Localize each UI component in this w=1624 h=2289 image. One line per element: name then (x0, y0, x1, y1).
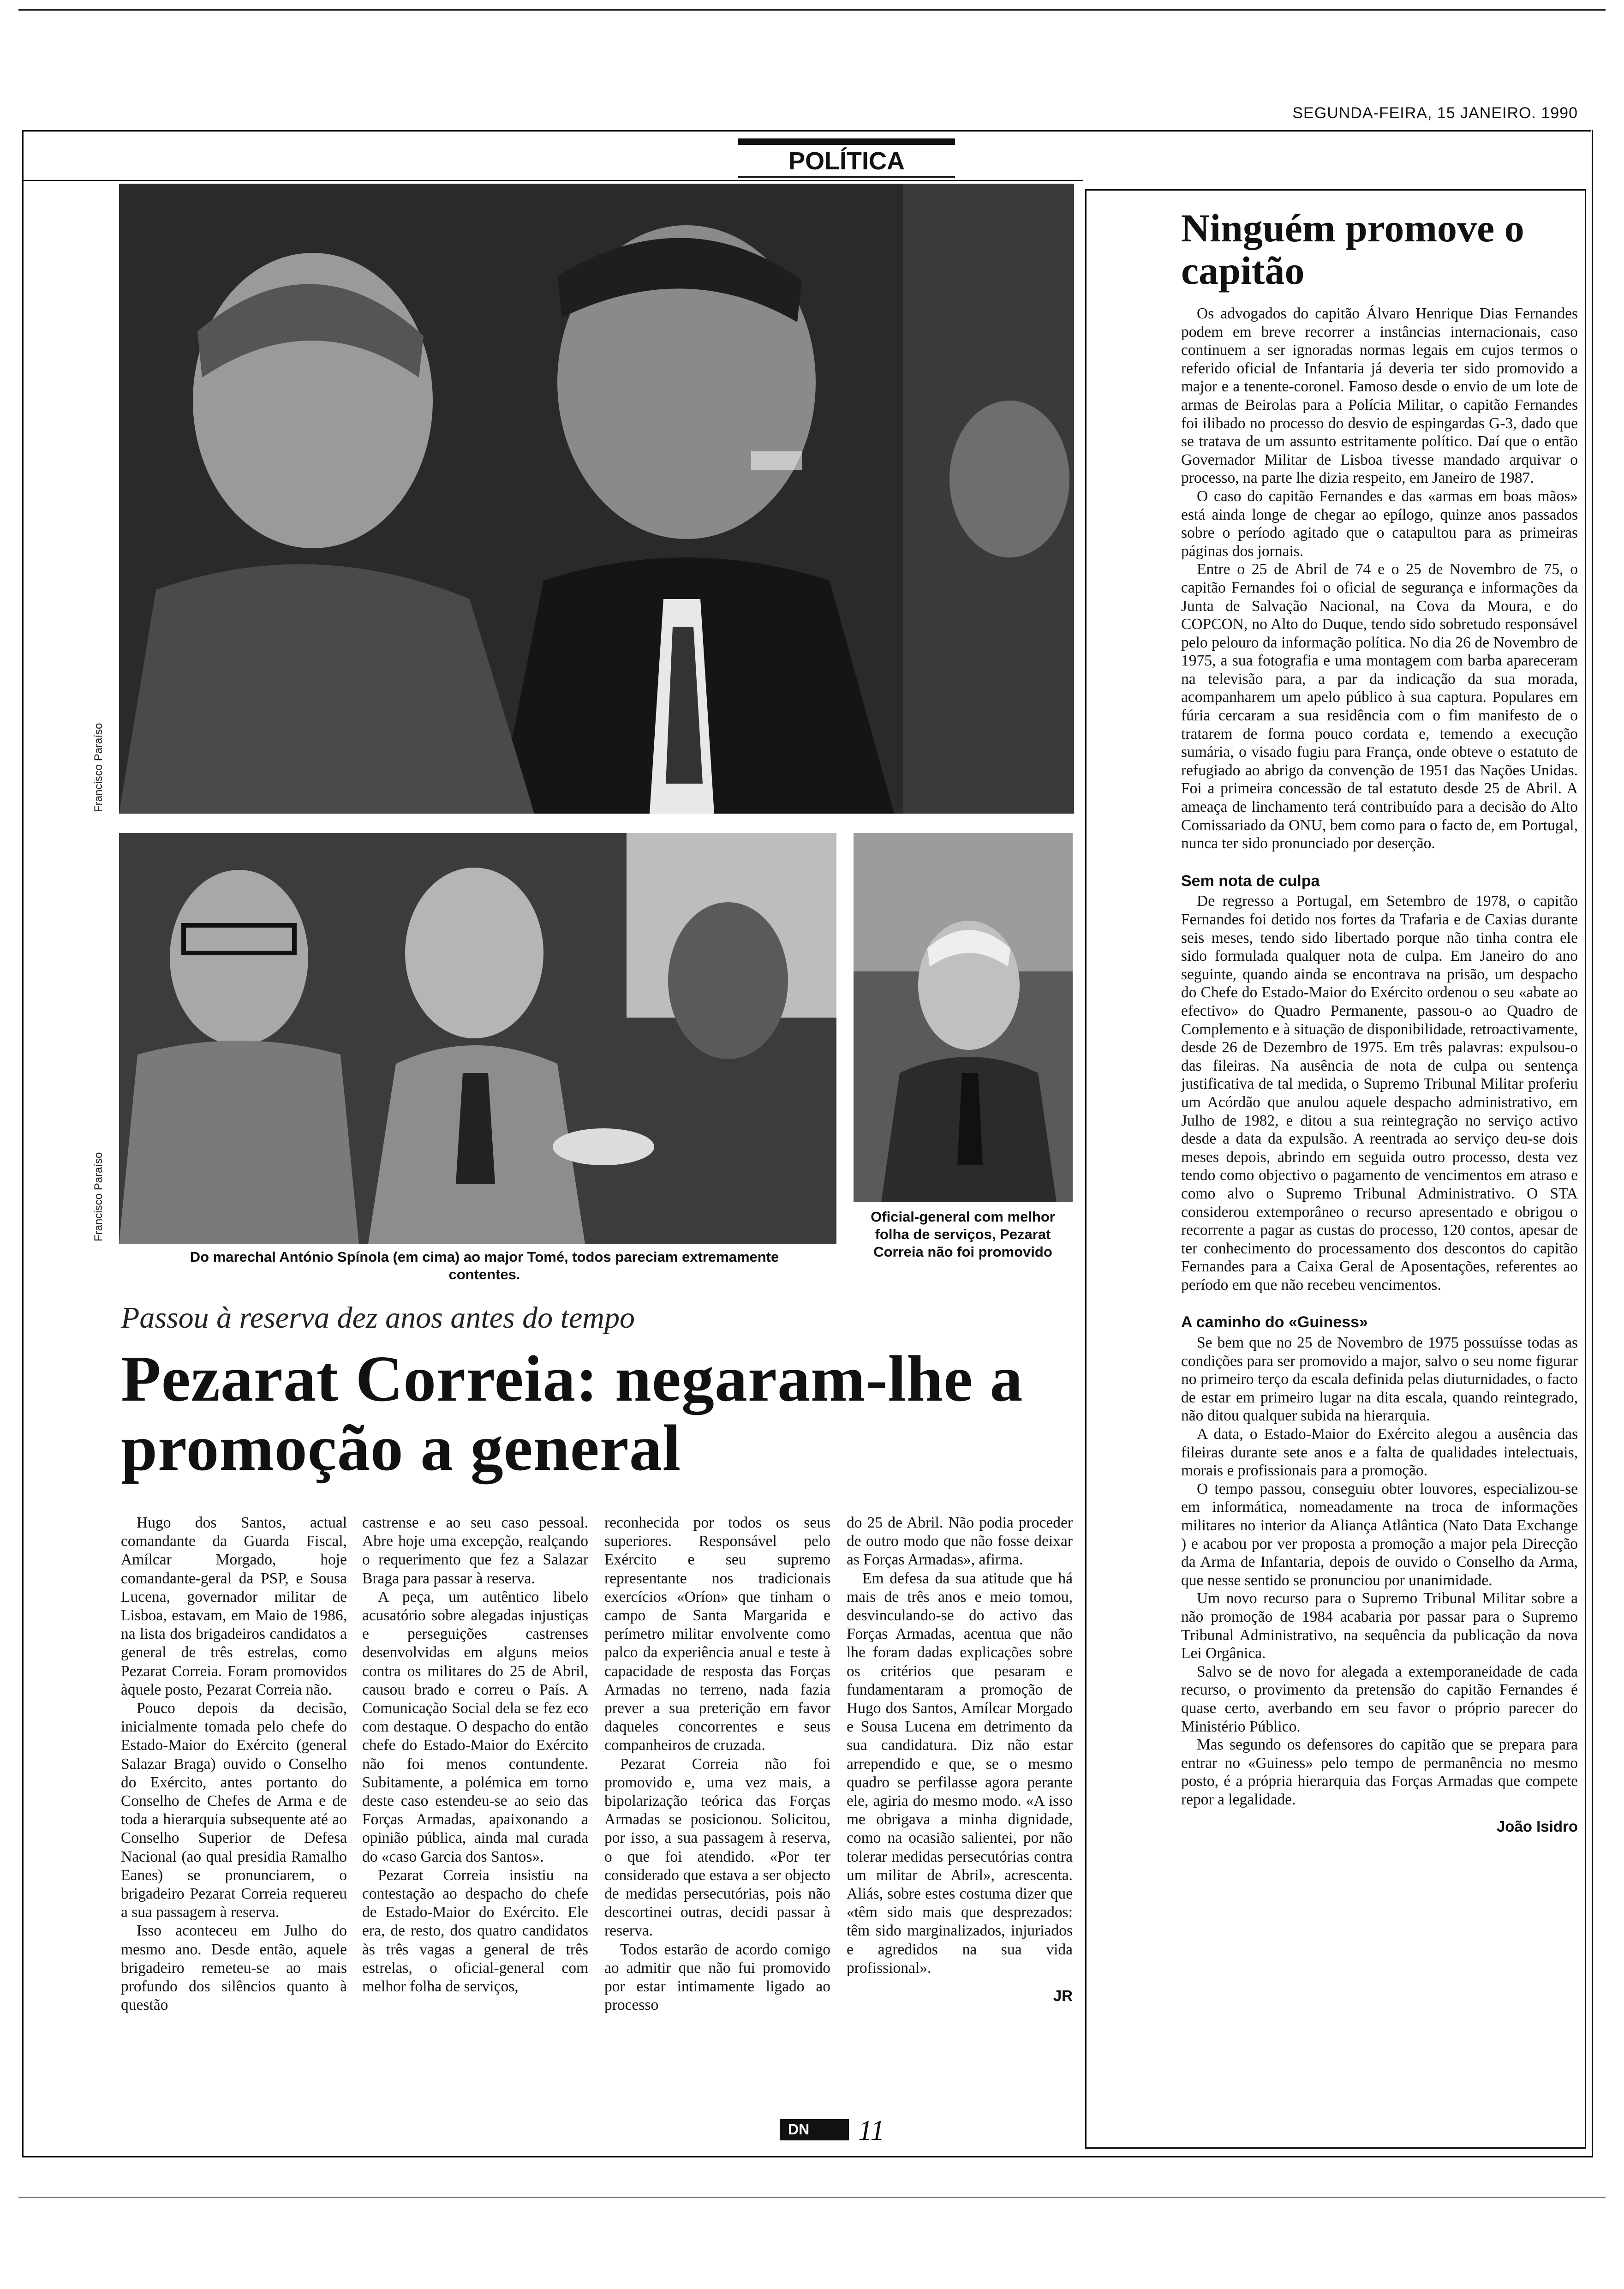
sidebar-paragraph: Um novo recurso para o Supremo Tribunal Militar sobre a não promoção de 1984 acabaria por passar para o Supremo Tribunal Administrativo, na sequência da publicação da nova Lei Orgânica. (1181, 1590, 1578, 1662)
article-paragraph: do 25 de Abril. Não podia proceder de outro modo que não fosse deixar as Forças Armadas», afirma. (847, 1514, 1073, 1569)
bottom-frame-line (22, 2156, 1593, 2157)
caption-left: Do marechal António Spínola (em cima) ao major Tomé, todos pareciam extremamente contentes. (190, 1249, 779, 1282)
article-paragraph: Isso aconteceu em Julho do mesmo ano. Desde então, aquele brigadeiro remeteu-se ao mais profundo dos silêncios quanto à questão (121, 1922, 347, 2014)
dateline: SEGUNDA-FEIRA, 15 JANEIRO. 1990 (1292, 104, 1578, 122)
sidebar-body (1181, 305, 1578, 1835)
sidebar-paragraph: Mas segundo os defensores do capitão que se prepara para entrar no «Guiness» pelo tempo de permanência no mesmo posto, é a própria hierarquia das Forças Armadas que compete repor a legalidade. (1181, 1736, 1578, 1808)
article-kicker: Passou à reserva dez anos antes do tempo (121, 1301, 635, 1335)
sidebar-paragraph: Salvo se de novo for alegada a extemporaneidade de cada recurso, o provimento da pretensão do capitão Fernandes é quase certo, averbando em seu favor o próprio parecer do Ministério Público. (1181, 1663, 1578, 1735)
sidebar-paragraph: O tempo passou, conseguiu obter louvores, especializou-se em informática, nomeadamente na troca de informações militares no interior da Aliança Atlântica (Nato Data Exchange ) e acabou por ver proposta a promoção a major pela Direcção da Arma de Infantaria, depois de ouvido o Conselho da Arma, que nesse sentido se pronunciou por unanimidade. (1181, 1480, 1578, 1589)
section-label: POLÍTICA (738, 138, 955, 178)
sidebar-paragraph: O caso do capitão Fernandes e das «armas em boas mãos» está ainda longe de chegar ao epílogo, quinze anos passados sobre o período agitado que o catapultou para as primeiras páginas dos jornais. (1181, 487, 1578, 560)
bottom-scan-rule (18, 2197, 1606, 2198)
article-paragraph: Pouco depois da decisão, inicialmente tomada pelo chefe do Estado-Maior do Exército (general Salazar Braga) ouvido o Conselho do Exército, antes portanto do Conselho de Chefes de Arma e de toda a hierarquia subsequente até ao Conselho Superior de Defesa Nacional (ao qual presidia Ramalho Eanes) se pronunciarem, o brigadeiro Pezarat Correia requereu a sua passagem à reserva. (121, 1700, 347, 1921)
top-border (18, 9, 1606, 11)
article-paragraph: Pezarat Correia não foi promovido e, uma vez mais, a bipolarização teórica das Forças Armadas se posicionou. Solicitou, por isso, a sua passagem à reserva, o que foi atendido. «Por ter considerado que estava a ser objecto de medidas persecutórias, pois não descortinei outras, decidi passar à reserva. (604, 1755, 830, 1940)
photo-credit-bottom: Francisco Paraíso (92, 1152, 105, 1241)
article-column-3 (604, 1514, 830, 2014)
sidebar-subhead: A caminho do «Guiness» (1181, 1313, 1368, 1331)
photo-spinola (119, 184, 1074, 814)
sidebar-paragraph: Entre o 25 de Abril de 74 e o 25 de Novembro de 75, o capitão Fernandes foi o oficial de segurança e informações da Junta de Salvação Nacional, na Cova da Moura, e do COPCON, no Alto do Duque, tendo sido sobretudo responsável pelo pelouro da informação política. No dia 26 de Novembro de 1975, a sua fotografia e uma montagem com barba apareceram na televisão para, a par da indicação da sua morada, acompanharem um apelo público à sua captura. Populares em fúria cercaram a sua residência com o fim manifesto de o tratarem de forma pouco cordata e, temendo a execução sumária, o visado fugiu para França, onde obteve o estatuto de refugiado ao abrigo da convenção de 1951 das Nações Unidas. Foi a primeira concessão de tal estatuto desde 25 de Abril. A ameaça de linchamento terá contribuído para a decisão do Alto Comissariado da ONU, bem como para o facto de, em Portugal, nunca ter sido pronunciado por deserção. (1181, 561, 1578, 852)
sidebar-signature: João Isidro (1496, 1817, 1578, 1835)
article-signature: JR (1053, 1987, 1073, 2005)
caption-right: Oficial-general com melhor folha de serviços, Pezarat Correia não foi promovido (871, 1209, 1055, 1260)
article-paragraph: Em defesa da sua atitude que há mais de três anos e meio tomou, desvinculando-se do activo das Forças Armadas, acentua que não lhe foram dadas explicações sobre os critérios que pesaram e fundamentaram a promoção de Hugo dos Santos, Amílcar Morgado e Sousa Lucena em detrimento da sua candidatura. Diz não estar arrependido e que, se o mesmo quadro se perfilasse agora perante ele, agiria do mesmo modo. «A isso me obrigava a minha dignidade, como na ocasião salientei, por não tolerar medidas persecutórias contra um militar de Abril», acrescenta. Aliás, sobre estes costuma dizer que «têm sido mais que desprezados: têm sido marginalizados, injuriados e agredidos na sua vida profissional». (847, 1570, 1073, 1977)
article-column-4 (847, 1514, 1073, 2005)
article-paragraph: castrense e ao seu caso pessoal. Abre hoje uma excepção, realçando o requerimento que fez a Salazar Braga para passar à reserva. (362, 1514, 588, 1587)
sidebar-title: Ninguém promove o capitão (1181, 206, 1524, 293)
article-paragraph: reconhecida por todos os seus superiores. Responsável pelo Exército e seu supremo representante nos tradicionais exercícios «Oríon» que tinham o campo de Santa Margarida e perímetro militar envolvente como palco da experiência anual e teste à capacidade de resposta das Forças Armadas no terreno, nada fazia prever a sua preterição em favor daqueles concorrentes e seus companheiros de cruzada. (604, 1514, 830, 1754)
article-column-2 (362, 1514, 588, 1996)
newspaper-logo (780, 2119, 849, 2140)
sidebar-paragraph: Se bem que no 25 de Novembro de 1975 possuísse todas as condições para ser promovido a major, salvo o seu nome figurar no primeiro terço da escala definida pelas diuturnidades, o facto de estar em primeiro lugar na dita escala, quando reintegrado, não ditou qualquer subida na hierarquia. (1181, 1334, 1578, 1425)
sidebar-paragraph: A data, o Estado-Maior do Exército alegou a ausência das fileiras durante sete anos e a falta de qualidades intelectuais, morais e profissionais para a promoção. (1181, 1426, 1578, 1480)
newspaper-logo-text: DN (788, 2121, 810, 2138)
photo-pezarat-correia (854, 833, 1073, 1202)
photo-major-tome (119, 833, 836, 1244)
article-paragraph: A peça, um autêntico libelo acusatório sobre alegadas injustiças e perseguições castrenses desenvolvidas em alguns meios contra os militares do 25 de Abril, causou brado e correu o País. A Comunicação Social dela se fez eco com destaque. O despacho do então chefe do Estado-Maior do Exército não foi menos contundente. Subitamente, a polémica em torno deste caso estendeu-se ao seio das Forças Armadas, apaixonando a opinião pública, ainda mal curada do «caso Garcia dos Santos». (362, 1588, 588, 1865)
sidebar-paragraph: De regresso a Portugal, em Setembro de 1978, o capitão Fernandes foi detido nos fortes da Trafaria e de Caxias durante seis meses, tendo sido libertado porque não tinha contra ele sido formulada qualquer nota de culpa. Em Janeiro do ano seguinte, quando ainda se encontrava na prisão, um despacho do Chefe do Estado-Maior do Exército ordenou o seu «abate ao efectivo» do Quadro Permanente, passou-o ao Quadro de Complemento e à situação de disponibilidade, retroactivamente, desde 26 de Dezembro de 1975. Em três palavras: expulsou-o das fileiras. Na ausência de nota de culpa ou sentença justificativa de tal medida, o Supremo Tribunal Militar proferiu um Acórdão que anulou aquele despacho administrativo, em Julho de 1982, e ditou a sua reintegração no serviço activo desde a data da expulsão. A reentrada ao serviço deu-se dois meses depois, abrindo em seguida outro processo, desta vez tendo como objectivo o pagamento de vencimentos em atraso e como alvo o Supremo Tribunal Administrativo. O STA considerou extemporâneo o recurso apresentado e obrigou o recorrente a pagar as custas do processo, 120 contos, apesar de ter conhecimento do processamento dos descontos do capitão Fernandes para a Caixa Geral de Aposentações, referentes ao período em que não recebeu vencimentos. (1181, 893, 1578, 1294)
article-paragraph: Pezarat Correia insistiu na contestação ao despacho do chefe de Estado-Maior do Exército. Ele era, de resto, dos quatro candidatos às três vagas a general de três estrelas, o oficial-general com melhor folha de serviços, (362, 1866, 588, 1995)
header-rule (22, 130, 1591, 132)
left-frame-line (22, 130, 24, 2156)
section-rule (22, 180, 1083, 181)
photo-credit-top: Francisco Paraíso (92, 723, 105, 812)
sidebar-subhead: Sem nota de culpa (1181, 872, 1320, 890)
article-column-1 (121, 1514, 347, 2014)
article-paragraph: Hugo dos Santos, actual comandante da Guarda Fiscal, Amílcar Morgado, hoje comandante-geral da PSP, e Sousa Lucena, governador militar de Lisboa, estavam, em Maio de 1986, na lista dos brigadeiros candidatos a general de três estrelas, como Pezarat Correia. Foram promovidos àquele posto, Pezarat Correia não. (121, 1514, 347, 1698)
right-frame-line (1592, 130, 1593, 2156)
article-paragraph: Todos estarão de acordo comigo ao admitir que não fui promovido por estar intimamente ligado ao processo (604, 1941, 830, 2014)
article-headline: Pezarat Correia: negaram-lhe a promoção a general (121, 1342, 1023, 1484)
sidebar-paragraph: Os advogados do capitão Álvaro Henrique Dias Fernandes podem em breve recorrer a instâncias internacionais, caso continuem a ser ignoradas normas legais em cujos termos o referido oficial de Infantaria já deveria ter sido promovido a major e a tenente-coronel. Famoso desde o envio de um lote de armas de Beirolas para a Polícia Militar, o capitão Fernandes foi ilibado no processo do desvio de espingardas G-3, dado que se tratava de um assunto estritamente político. Daí que o então Governador Militar de Lisboa tivesse mandado arquivar o processo, na parte lhe dizia respeito, em Janeiro de 1987. (1181, 305, 1578, 487)
page-number: 11 (858, 2115, 885, 2146)
